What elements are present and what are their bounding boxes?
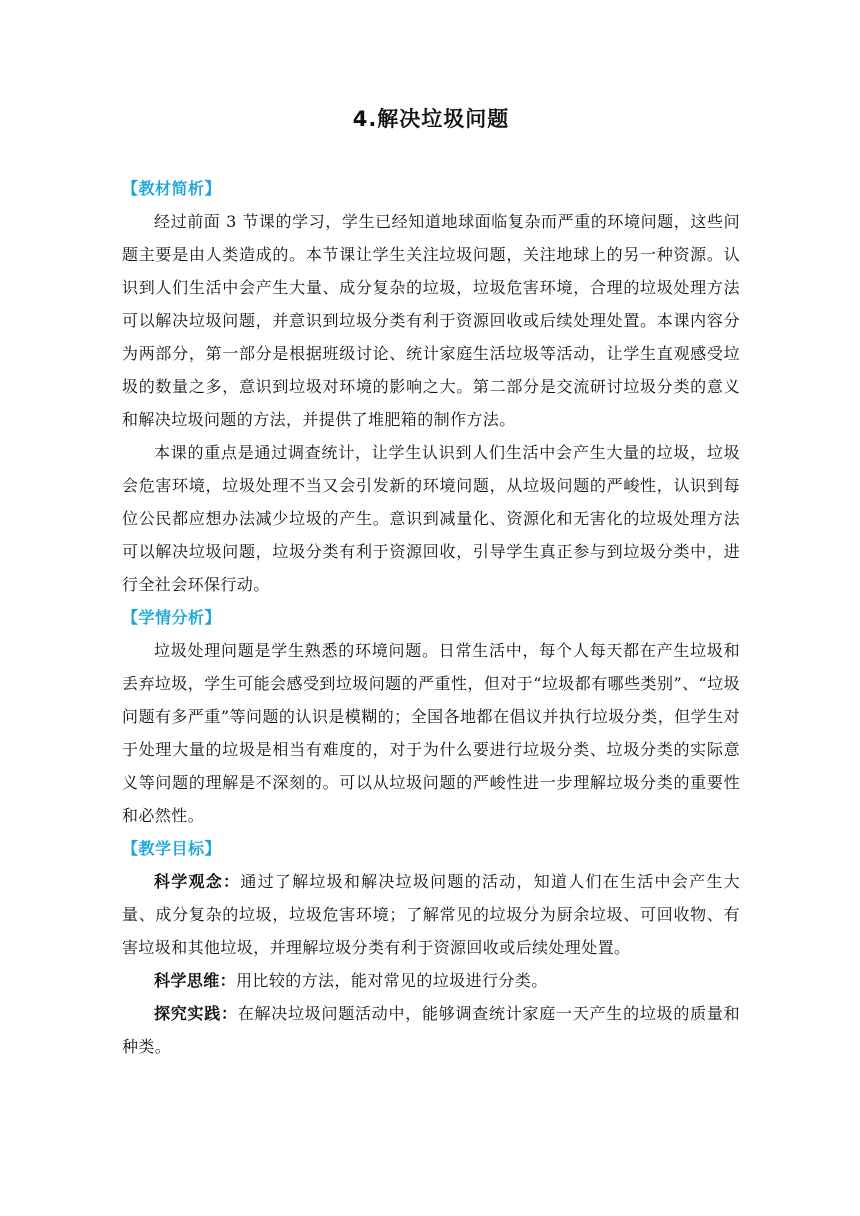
document-title: 4.解决垃圾问题 [352, 107, 510, 131]
section-heading-student-analysis: 【学情分析】 [122, 608, 222, 627]
goal-item-inquiry-practice [122, 997, 740, 1063]
goal-text-science-thinking: 用比较的方法，能对常见的垃圾进行分类。 [236, 971, 548, 990]
goal-label-science-concept: 科学观念： [154, 872, 241, 891]
section-textbook-analysis [122, 172, 860, 601]
goal-label-inquiry-practice: 探究实践： [154, 1004, 238, 1023]
paragraph-student-analysis: 垃圾处理问题是学生熟悉的环境问题。日常生活中，每个人每天都在产生垃圾和丢弃垃圾，学生可能会感受到垃圾问题的严重性，但对于“垃圾都有哪些类别”、“垃圾问题有多严重”等问题的认识是模糊的；全国各地都在倡议并执行垃圾分类，但学生对于处理大量的垃圾是相当有难度的，对于为什么要进行垃圾分类、垃圾分类的实际意义等问题的理解是不深刻的。可以从垃圾问题的严峻性进一步理解垃圾分类的重要性和必然性。 [122, 641, 740, 825]
paragraph-textbook-analysis-2: 本课的重点是通过调查统计，让学生认识到人们生活中会产生大量的垃圾，垃圾会危害环境，垃圾处理不当又会引发新的环境问题，从垃圾问题的严峻性，认识到每位公民都应想办法减少垃圾的产生。意识到减量化、资源化和无害化的垃圾处理方法可以解决垃圾问题，垃圾分类有利于资源回收，引导学生真正参与到垃圾分类中，进行全社会环保行动。 [122, 443, 740, 594]
paragraph-textbook-analysis-1: 经过前面 3 节课的学习，学生已经知道地球面临复杂而严重的环境问题，这些问题主要是由人类造成的。本节课让学生关注垃圾问题，关注地球上的另一种资源。认识到人们生活中会产生大量、成分复杂的垃圾，垃圾危害环境，合理的垃圾处理方法可以解决垃圾问题，并意识到垃圾分类有利于资源回收或后续处理处置。本课内容分为两部分，第一部分是根据班级讨论、统计家庭生活垃圾等活动，让学生直观感受垃圾的数量之多，意识到垃圾对环境的影响之大。第二部分是交流研讨垃圾分类的意义和解决垃圾问题的方法，并提供了堆肥箱的制作方法。 [122, 212, 740, 429]
goal-text-inquiry-practice: 在解决垃圾问题活动中，能够调查统计家庭一天产生的垃圾的质量和种类。 [122, 1004, 740, 1056]
goal-label-science-thinking: 科学思维： [154, 971, 237, 990]
section-heading-teaching-goals: 【教学目标】 [122, 839, 222, 858]
section-teaching-goals [122, 832, 860, 1063]
goal-text-science-concept: 通过了解垃圾和解决垃圾问题的活动，知道人们在生活中会产生大量、成分复杂的垃圾，垃圾危害环境；了解常见的垃圾分为厨余垃圾、可回收物、有害垃圾和其他垃圾，并理解垃圾分类有利于资源回收或后续处理处置。 [122, 872, 740, 957]
section-heading-textbook-analysis: 【教材简析】 [122, 179, 222, 198]
goal-item-science-thinking [122, 964, 740, 997]
goal-item-science-concept [122, 865, 740, 964]
section-student-analysis [122, 601, 860, 832]
